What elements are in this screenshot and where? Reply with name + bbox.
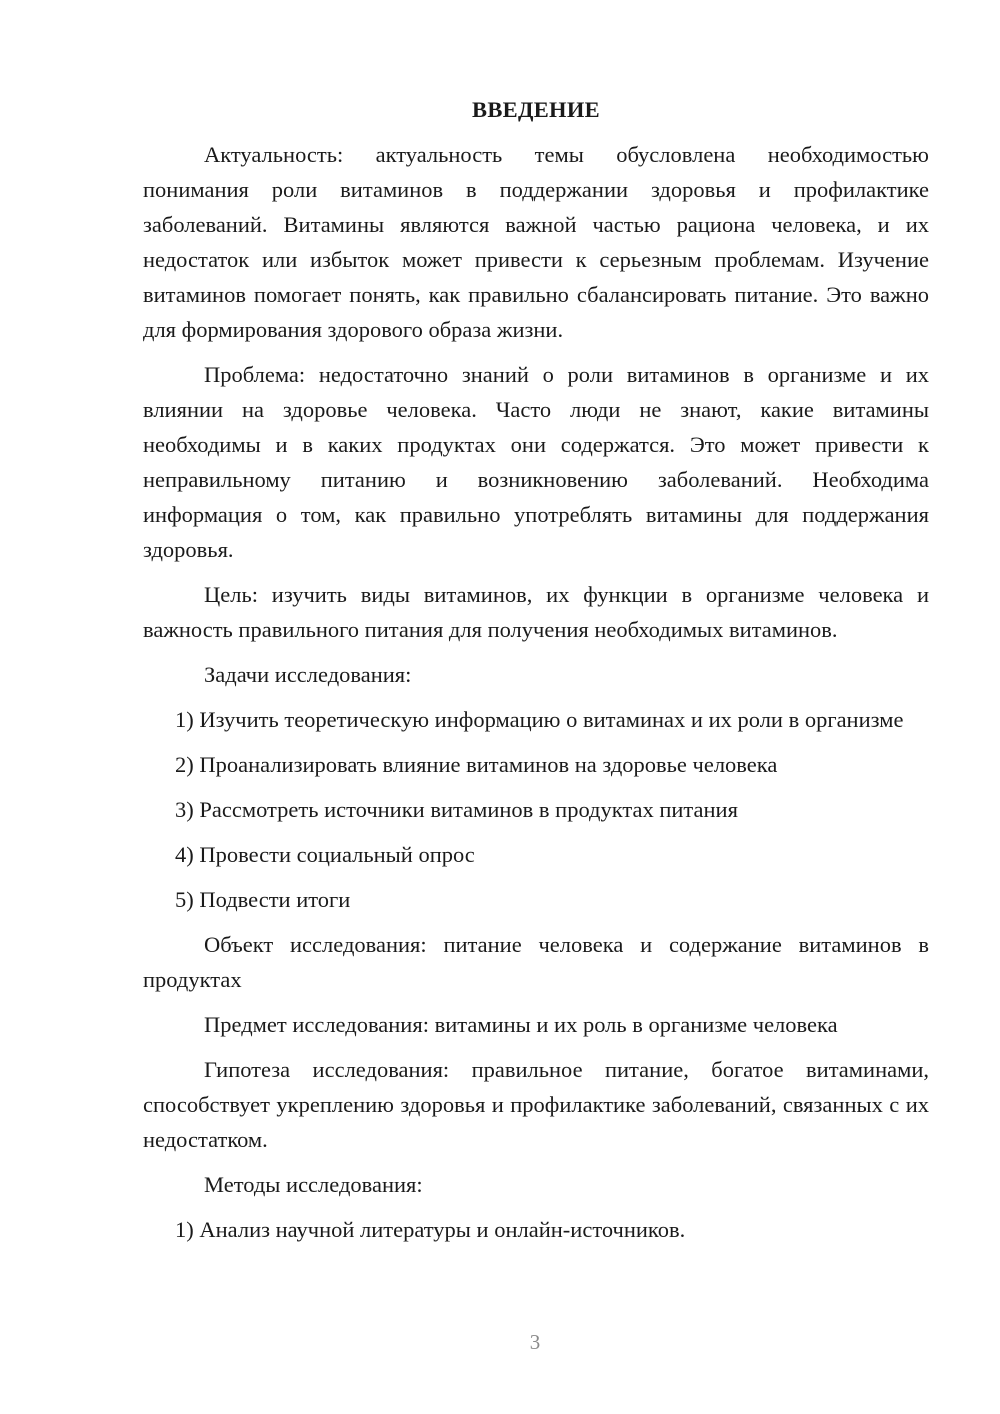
task-item-1: 1) Изучить теоретическую информацию о витаминах и их роли в организме (175, 707, 904, 732)
relevance-paragraph: Актуальность: актуальность темы обусловлена необходимостью понимания роли витаминов в поддержании здоровья и профилактике заболеваний. Витамины являются важной частью рациона человека, и их недостаток или избыток может привести к серьезным проблемам. Изучение витаминов помогает понять, как правильно сбалансировать питание. Это важно для формирования здорового образа жизни. (143, 142, 929, 342)
goal-paragraph: Цель: изучить виды витаминов, их функции в организме человека и важность правильного питания для получения необходимых витаминов. (143, 582, 929, 642)
task-item-5: 5) Подвести итоги (175, 887, 351, 912)
object-paragraph: Объект исследования: питание человека и содержание витаминов в продуктах (143, 932, 929, 992)
subject-paragraph: Предмет исследования: витамины и их роль в организме человека (204, 1012, 838, 1037)
problem-paragraph: Проблема: недостаточно знаний о роли витаминов в организме и их влиянии на здоровье человека. Часто люди не знают, какие витамины необходимы и в каких продуктах они содержатся. Это может привести к неправильному питанию и возникновению заболеваний. Необходима информация о том, как правильно употреблять витамины для поддержания здоровья. (143, 362, 929, 562)
hypothesis-paragraph: Гипотеза исследования: правильное питание, богатое витаминами, способствует укреплению здоровья и профилактике заболеваний, связанных с их недостатком. (143, 1057, 929, 1152)
tasks-heading: Задачи исследования: (204, 662, 412, 687)
method-item-1: 1) Анализ научной литературы и онлайн-источников. (175, 1217, 686, 1242)
task-item-2: 2) Проанализировать влияние витаминов на здоровье человека (175, 752, 778, 777)
page-number: 3 (529, 1330, 541, 1354)
task-item-4: 4) Провести социальный опрос (175, 842, 475, 867)
page-content (143, 92, 929, 1257)
task-item-3: 3) Рассмотреть источники витаминов в продуктах питания (175, 797, 738, 822)
page-title: ВВЕДЕНИЕ (472, 97, 600, 122)
methods-heading: Методы исследования: (204, 1172, 423, 1197)
